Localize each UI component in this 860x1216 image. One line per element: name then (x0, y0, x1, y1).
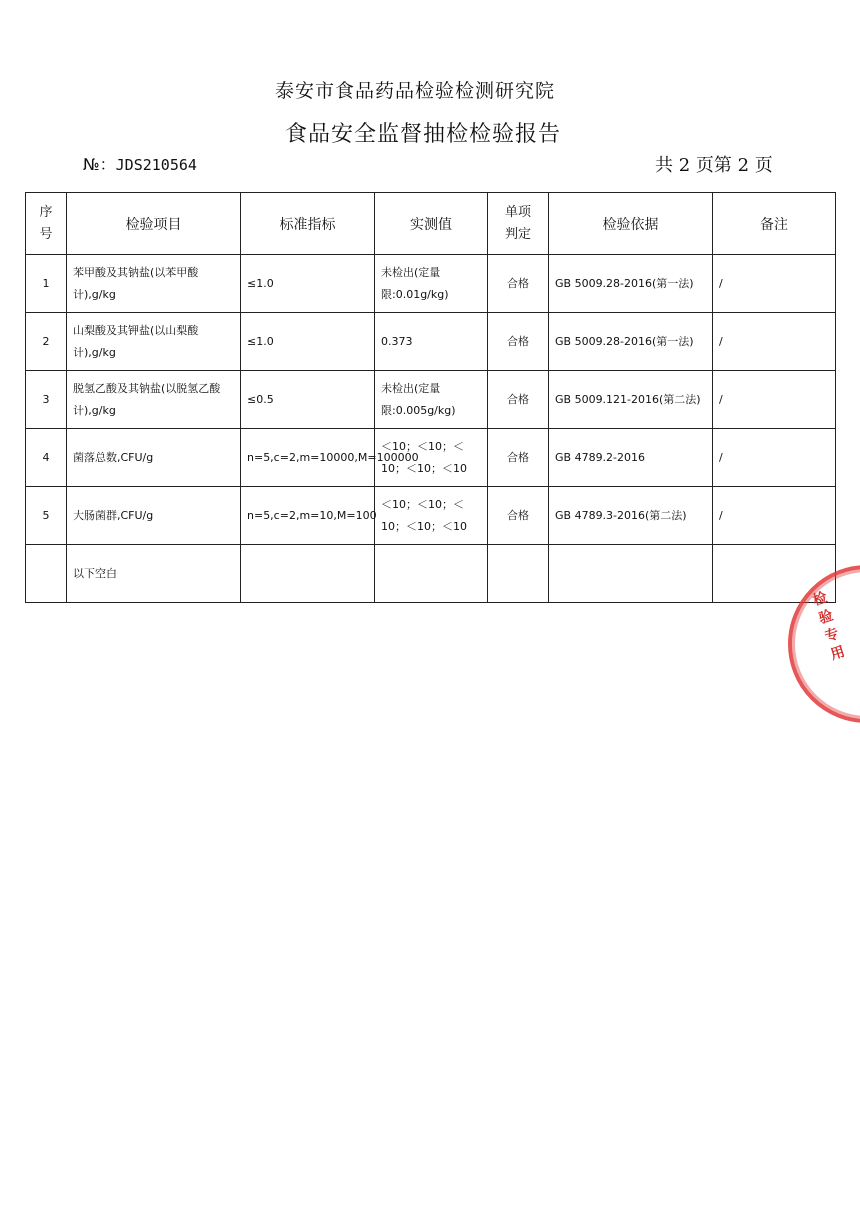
header-measured: 实测值 (375, 193, 488, 255)
row-standard: n=5,c=2,m=10,M=100 (241, 487, 375, 545)
row-basis: GB 4789.3-2016(第二法) (549, 487, 713, 545)
row-standard: ≤1.0 (241, 255, 375, 313)
row-judgment: 合格 (488, 371, 549, 429)
row-judgment: 合格 (488, 487, 549, 545)
table-row-blank (26, 545, 836, 603)
header-standard: 标准指标 (241, 193, 375, 255)
row-no: 3 (26, 371, 67, 429)
blank-cell (549, 545, 713, 603)
official-seal-text: 检验专用 (811, 589, 847, 664)
row-no: 1 (26, 255, 67, 313)
row-standard: ≤1.0 (241, 313, 375, 371)
row-remark: / (713, 371, 836, 429)
row-measured: 0.373 (375, 313, 488, 371)
row-no: 2 (26, 313, 67, 371)
row-measured: ＜10；＜10；＜10；＜10；＜10 (375, 429, 488, 487)
row-basis: GB 5009.28-2016(第一法) (549, 313, 713, 371)
row-basis: GB 5009.28-2016(第一法) (549, 255, 713, 313)
row-remark: / (713, 313, 836, 371)
organization-name: 泰安市食品药品检验检测研究院 (274, 80, 555, 102)
header-judgment (488, 193, 549, 255)
row-item: 山梨酸及其钾盐(以山梨酸计),g/kg (67, 313, 241, 371)
table-row (26, 487, 836, 545)
report-number-label: №： (83, 155, 116, 174)
table-row (26, 371, 836, 429)
header-item: 检验项目 (67, 193, 241, 255)
row-standard: n=5,c=2,m=10000,M=100000 (241, 429, 375, 487)
row-item: 大肠菌群,CFU/g (67, 487, 241, 545)
header-no-line2: 号 (39, 226, 53, 242)
table-row (26, 429, 836, 487)
header-judgment-line1: 单项 (504, 204, 531, 220)
blank-cell (375, 545, 488, 603)
page-info: 共 2 页第 2 页 (655, 155, 773, 176)
blank-cell (26, 545, 67, 603)
inspection-results-table (25, 192, 836, 603)
blank-cell (241, 545, 375, 603)
report-title: 食品安全监督抽检检验报告 (284, 122, 561, 147)
header-judgment-line2: 判定 (504, 226, 531, 242)
row-item: 苯甲酸及其钠盐(以苯甲酸计),g/kg (67, 255, 241, 313)
row-no: 4 (26, 429, 67, 487)
row-remark: / (713, 429, 836, 487)
row-remark: / (713, 255, 836, 313)
header-no (26, 193, 67, 255)
row-judgment: 合格 (488, 429, 549, 487)
header-no-line1: 序 (39, 204, 53, 220)
row-judgment: 合格 (488, 255, 549, 313)
row-measured: 未检出(定量限:0.005g/kg) (375, 371, 488, 429)
blank-note: 以下空白 (67, 545, 241, 603)
row-standard: ≤0.5 (241, 371, 375, 429)
row-remark: / (713, 487, 836, 545)
header-basis: 检验依据 (549, 193, 713, 255)
row-basis: GB 5009.121-2016(第二法) (549, 371, 713, 429)
row-item: 脱氢乙酸及其钠盐(以脱氢乙酸计),g/kg (67, 371, 241, 429)
row-item: 菌落总数,CFU/g (67, 429, 241, 487)
report-number (83, 152, 197, 175)
row-measured: ＜10；＜10；＜10；＜10；＜10 (375, 487, 488, 545)
header-remark: 备注 (713, 193, 836, 255)
blank-cell (488, 545, 549, 603)
row-no: 5 (26, 487, 67, 545)
table-row (26, 255, 836, 313)
table-header-row (26, 193, 836, 255)
row-judgment: 合格 (488, 313, 549, 371)
row-measured: 未检出(定量限:0.01g/kg) (375, 255, 488, 313)
row-basis: GB 4789.2-2016 (549, 429, 713, 487)
table-row (26, 313, 836, 371)
report-number-value: JDS210564 (115, 156, 197, 174)
